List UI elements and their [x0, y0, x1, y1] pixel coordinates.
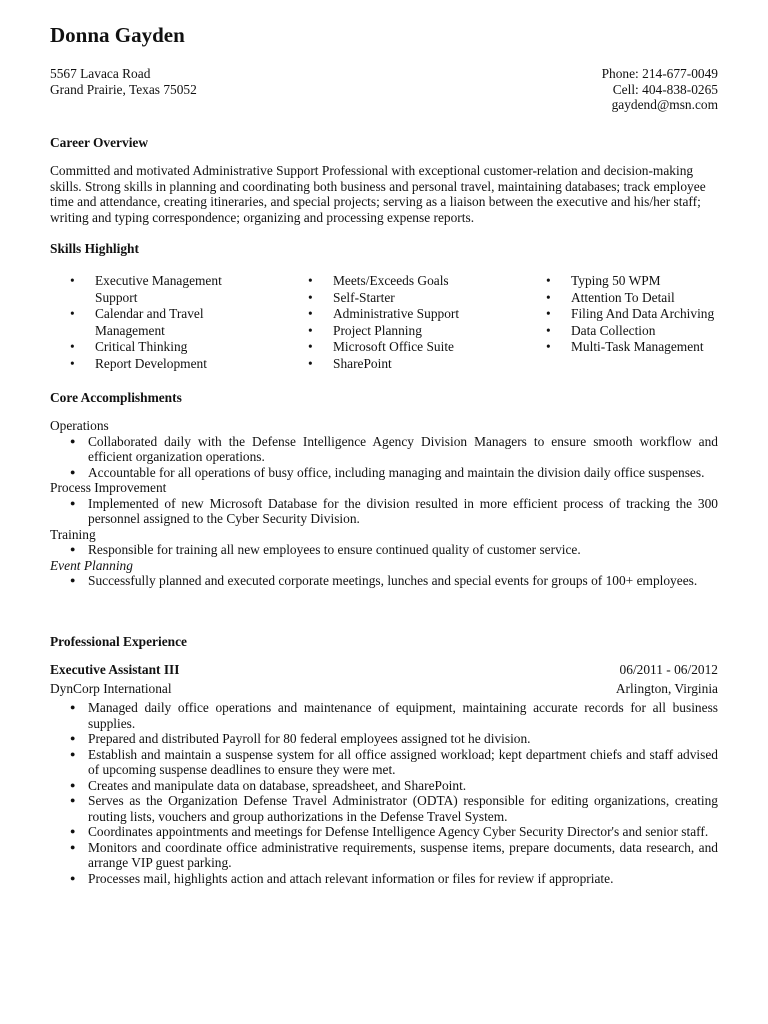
email: gaydend@msn.com [611, 97, 718, 112]
skill-item: • Multi-Task Management [546, 339, 721, 356]
job-location: Arlington, Virginia [615, 681, 718, 696]
category-process-improvement: Process Improvement [50, 480, 167, 495]
contact-block [418, 66, 718, 113]
candidate-name: Donna Gayden [50, 23, 185, 47]
job-header [50, 662, 718, 678]
accomplishment-item: ● Collaborated daily with the Defense Intelligence Agency Division Managers to ensure smooth workflow and efficient organization operations. [50, 434, 718, 465]
skill-item: • Data Collection [546, 323, 721, 340]
skill-item: • Report Development [70, 356, 245, 373]
phone: Phone: 214-677-0049 [601, 66, 718, 81]
category-training: Training [50, 526, 96, 542]
skill-item: • SharePoint [308, 356, 488, 373]
duty-item: ● Establish and maintain a suspense system for all office assigned workload; kept department chiefs and staff advised of upcoming suspense deadlines to ensure they were met. [50, 747, 718, 778]
skill-item: • Executive Management Support [70, 273, 245, 306]
duty-item: ● Prepared and distributed Payroll for 80 federal employees assigned tot he division. [50, 731, 718, 747]
duty-item: ● Processes mail, highlights action and attach relevant information or files for review if appropriate. [50, 871, 718, 887]
job-title: Executive Assistant III [50, 662, 180, 677]
address-line-1: 5567 Lavaca Road [50, 66, 151, 81]
skill-item: • Administrative Support [308, 306, 488, 323]
accomplishment-item: ● Accountable for all operations of busy office, including managing and maintain the division daily office suspenses. [50, 465, 718, 481]
skill-item: • Typing 50 WPM [546, 273, 721, 290]
skill-item: • Meets/Exceeds Goals [308, 273, 488, 290]
skill-item: • Microsoft Office Suite [308, 339, 488, 356]
skills-column-3 [546, 273, 721, 356]
skill-item: • Critical Thinking [70, 339, 245, 356]
duty-item: ● Managed daily office operations and maintenance of equipment, maintaining accurate records for all business supplies. [50, 700, 718, 731]
skill-item: • Self-Starter [308, 290, 488, 307]
job-dates: 06/2011 - 06/2012 [619, 662, 718, 677]
accomplishment-item: ● Responsible for training all new employees to ensure continued quality of customer service. [50, 542, 718, 558]
job-duties [50, 700, 718, 886]
skills-column-2 [308, 273, 488, 373]
accomplishment-item: ● Implemented of new Microsoft Database for the division resulted in more efficient process of tracking the 300 personnel assigned to the Cyber Security Division. [50, 496, 718, 527]
address-block [50, 66, 350, 97]
skills-column-1 [70, 273, 245, 373]
accomplishments-section [50, 418, 718, 589]
accomplishments-heading: Core Accomplishments [50, 390, 182, 405]
career-overview-text: Committed and motivated Administrative Support Professional with exceptional customer-relation and decision-making skills. Strong skills in planning and coordinating both business and personal travel, maintaining databases; track employee time and attendance, creating itineraries, and special projects; serving as a liaison between the executive and his/her staff; writing and typing correspondence; organizing and processing expense reports. [50, 163, 706, 225]
career-overview-heading: Career Overview [50, 135, 149, 150]
category-event-planning: Event Planning [50, 557, 133, 573]
duty-item: ● Coordinates appointments and meetings for Defense Intelligence Agency Cyber Security Director's and senior staff. [50, 824, 718, 840]
skill-item: • Attention To Detail [546, 290, 721, 307]
skill-item: • Calendar and Travel Management [70, 306, 245, 339]
accomplishment-item: ● Successfully planned and executed corporate meetings, lunches and special events for groups of 100+ employees. [50, 573, 718, 589]
duty-item: ● Creates and manipulate data on database, spreadsheet, and SharePoint. [50, 778, 718, 794]
skill-item: • Project Planning [308, 323, 488, 340]
skills-heading: Skills Highlight [50, 241, 139, 256]
category-operations: Operations [50, 418, 109, 433]
address-line-2: Grand Prairie, Texas 75052 [50, 81, 197, 97]
job-employer-row [50, 681, 718, 697]
skill-item: • Filing And Data Archiving [546, 306, 721, 323]
experience-heading: Professional Experience [50, 634, 187, 649]
cell: Cell: 404-838-0265 [612, 81, 718, 97]
job-company: DynCorp International [50, 681, 172, 696]
duty-item: ● Serves as the Organization Defense Travel Administrator (ODTA) responsible for editing organizations, creating routing lists, vouchers and group authorizations in the Defense Travel System. [50, 793, 718, 824]
duty-item: ● Monitors and coordinate office administrative requirements, suspense items, prepare documents, data research, and arrange VIP guest parking. [50, 840, 718, 871]
